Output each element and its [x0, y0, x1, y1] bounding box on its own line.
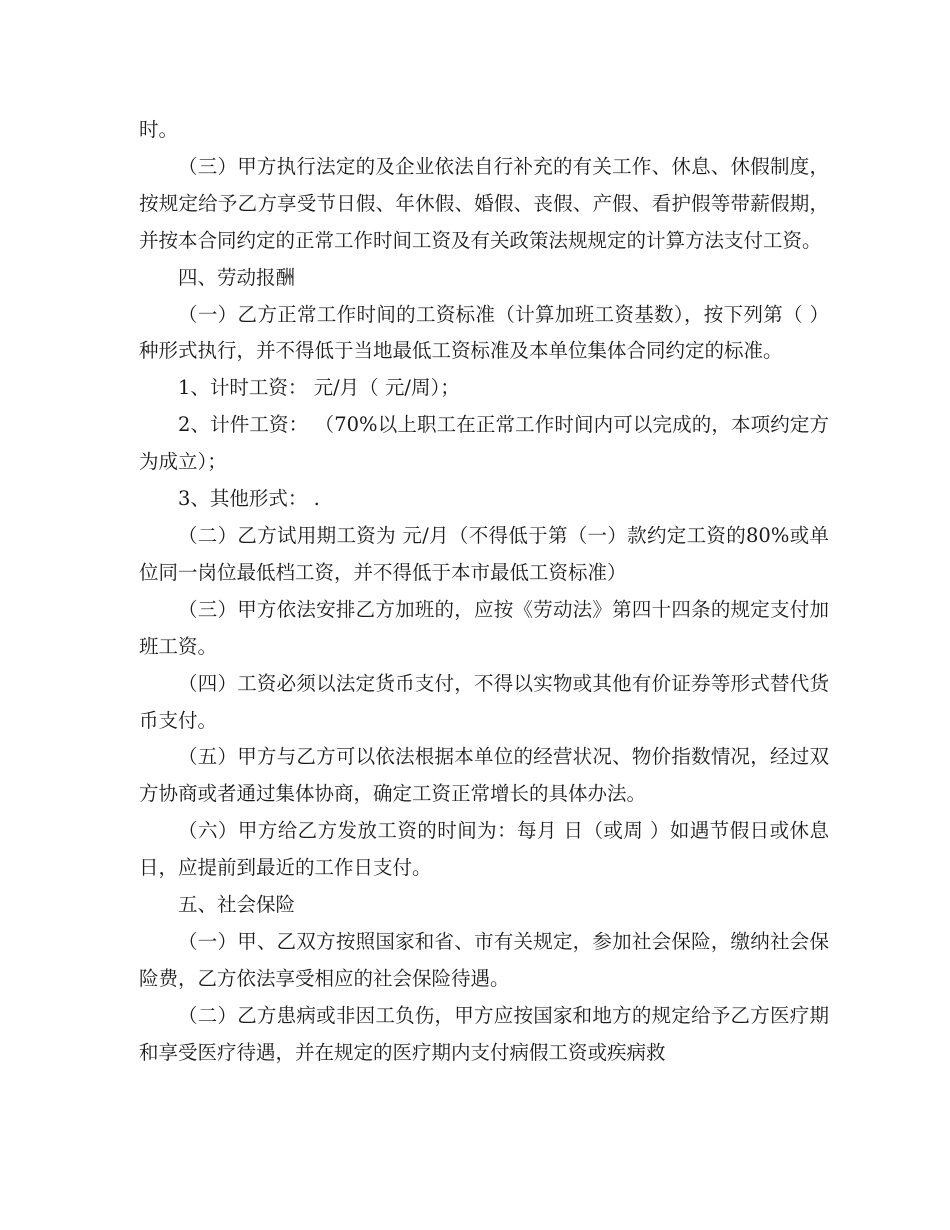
paragraph: （五）甲方与乙方可以依法根据本单位的经营状况、物价指数情况，经过双方协商或者通过集体协商，确定工资正常增长的具体办法。: [139, 745, 829, 806]
list-item: 1、计时工资： 元/月（ 元/周）；: [178, 376, 460, 400]
paragraph: （三）甲方依法安排乙方加班的，应按《劳动法》第四十四条的规定支付加班工资。: [139, 597, 829, 658]
paragraph: （一）乙方正常工作时间的工资标准（计算加班工资基数），按下列第（ ）种形式执行，并不得低于当地最低工资标准及本单位集体合同约定的标准。: [139, 302, 829, 363]
section-heading: 四、劳动报酬: [178, 265, 296, 289]
paragraph: （六）甲方给乙方发放工资的时间为：每月 日（或周 ）如遇节假日或休息日，应提前到最近的工作日支付。: [139, 819, 829, 880]
paragraph: 时。: [139, 118, 179, 141]
paragraph: （二）乙方患病或非因工负伤，甲方应按国家和地方的规定给予乙方医疗期和享受医疗待遇，并在规定的医疗期内支付病假工资或疾病救: [139, 1003, 829, 1064]
document-body: [139, 112, 829, 1072]
list-item: 2、计件工资： （70%以上职工在正常工作时间内可以完成的，本项约定方为成立）；: [139, 413, 829, 474]
paragraph: （四）工资必须以法定货币支付，不得以实物或其他有价证券等形式替代货币支付。: [139, 671, 829, 732]
list-item: 3、其他形式： .: [178, 487, 320, 511]
section-heading: 五、社会保险: [178, 893, 296, 917]
paragraph: （三）甲方执行法定的及企业依法自行补充的有关工作、休息、休假制度，按规定给予乙方享受节日假、年休假、婚假、丧假、产假、看护假等带薪假期，并按本合同约定的正常工作时间工资及有关政策法规规定的计算方法支付工资。: [139, 154, 829, 252]
paragraph: （二）乙方试用期工资为 元/月（不得低于第（一）款约定工资的80%或单位同一岗位最低档工资，并不得低于本市最低工资标准）: [139, 523, 829, 584]
paragraph: （一）甲、乙双方按照国家和省、市有关规定，参加社会保险，缴纳社会保险费，乙方依法享受相应的社会保险待遇。: [139, 929, 829, 990]
